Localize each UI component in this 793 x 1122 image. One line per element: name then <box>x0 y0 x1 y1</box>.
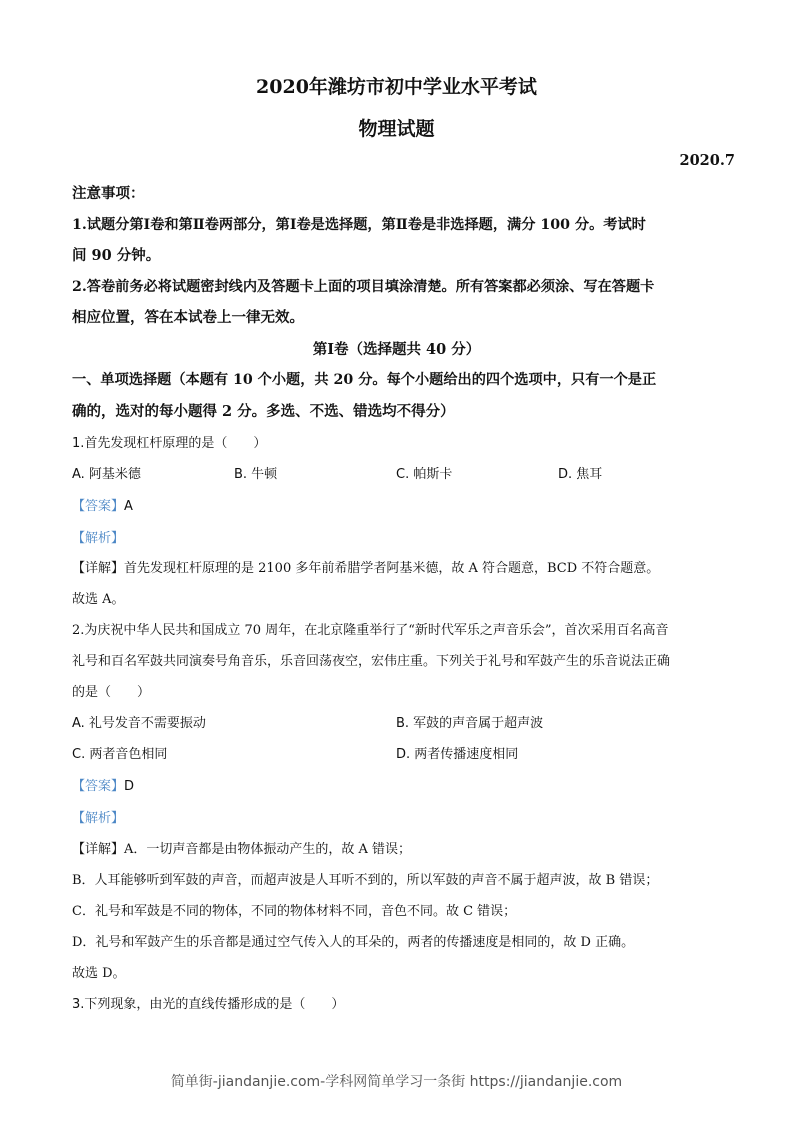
q2-option-b: B. 军鼓的声音属于超声波 <box>396 716 544 731</box>
q2-option-c: C. 两者音色相同 <box>72 747 168 762</box>
page-title: 2020年潍坊市初中学业水平考试 <box>256 76 537 98</box>
answer-value: D <box>124 779 135 794</box>
answer-label: 【答案】 <box>72 499 125 514</box>
q1-option-c: C. 帕斯卡 <box>396 467 453 482</box>
q2-stem-cont-2: 的是（ ） <box>72 685 151 700</box>
q1-stem: 1.首先发现杠杆原理的是（ ） <box>72 436 267 451</box>
q2-answer <box>72 775 134 794</box>
q1-option-a: A. 阿基米德 <box>72 467 141 482</box>
q1-analysis-label: 【解析】 <box>72 531 125 546</box>
q2-conclusion: 故选 D。 <box>72 966 126 981</box>
q2-detail-b: B．人耳能够听到军鼓的声音，而超声波是人耳听不到的，所以军鼓的声音不属于超声波，故 B 错误； <box>72 873 659 888</box>
notice-item-2: 2.答卷前务必将试题密封线内及答题卡上面的项目填涂清楚。所有答案都必须涂、写在答题卡 <box>72 279 655 295</box>
notice-item-1-cont: 间 90 分钟。 <box>72 247 161 264</box>
q2-option-a: A. 礼号发音不需要振动 <box>72 716 206 731</box>
q2-stem: 2.为庆祝中华人民共和国成立 70 周年，在北京隆重举行了“新时代军乐之声音乐会”，首次采用百名高音 <box>72 623 669 638</box>
q1-option-b: B. 牛顿 <box>234 467 278 482</box>
notice-item-1: 1.试题分第Ⅰ卷和第Ⅱ卷两部分，第Ⅰ卷是选择题，第Ⅱ卷是非选择题，满分 100 分。考试时 <box>72 217 646 233</box>
q1-answer <box>72 495 133 514</box>
q1-conclusion: 故选 A。 <box>72 592 125 607</box>
section-instructions-cont: 确的，选对的每小题得 2 分。多选、不选、错选均不得分） <box>72 403 455 420</box>
notice-heading: 注意事项： <box>72 185 145 202</box>
q2-detail-c: C．礼号和军鼓是不同的物体，不同的物体材料不同，音色不同。故 C 错误； <box>72 904 517 919</box>
q2-stem-cont-1: 礼号和百名军鼓共同演奏号角音乐，乐音回荡夜空，宏伟庄重。下列关于礼号和军鼓产生的乐音说法正确 <box>72 654 671 669</box>
answer-value: A <box>124 499 133 514</box>
q2-detail-d: D．礼号和军鼓产生的乐音都是通过空气传入人的耳朵的，两者的传播速度是相同的，故 D 正确。 <box>72 935 635 950</box>
exam-date: 2020.7 <box>679 152 735 169</box>
q2-detail-a: 【详解】A．一切声音都是由物体振动产生的，故 A 错误； <box>72 842 412 857</box>
answer-label: 【答案】 <box>72 779 125 794</box>
section-instructions: 一、单项选择题（本题有 10 个小题，共 20 分。每个小题给出的四个选项中，只有一个是正 <box>72 372 657 388</box>
page-subtitle: 物理试题 <box>358 118 435 140</box>
section-title: 第Ⅰ卷（选择题共 40 分） <box>312 341 481 358</box>
q1-detail: 【详解】首先发现杠杆原理的是 2100 多年前希腊学者阿基米德，故 A 符合题意，BCD 不符合题意。 <box>72 561 660 576</box>
q2-analysis-label: 【解析】 <box>72 811 125 826</box>
notice-item-2-cont: 相应位置，答在本试卷上一律无效。 <box>72 309 304 326</box>
footer-watermark: 简单街-jiandanjie.com-学科网简单学习一条街 https://jiandanjie.com <box>170 1074 623 1090</box>
q1-option-d: D. 焦耳 <box>558 467 603 482</box>
q2-option-d: D. 两者传播速度相同 <box>396 747 519 762</box>
q3-stem: 3.下列现象，由光的直线传播形成的是（ ） <box>72 997 345 1012</box>
